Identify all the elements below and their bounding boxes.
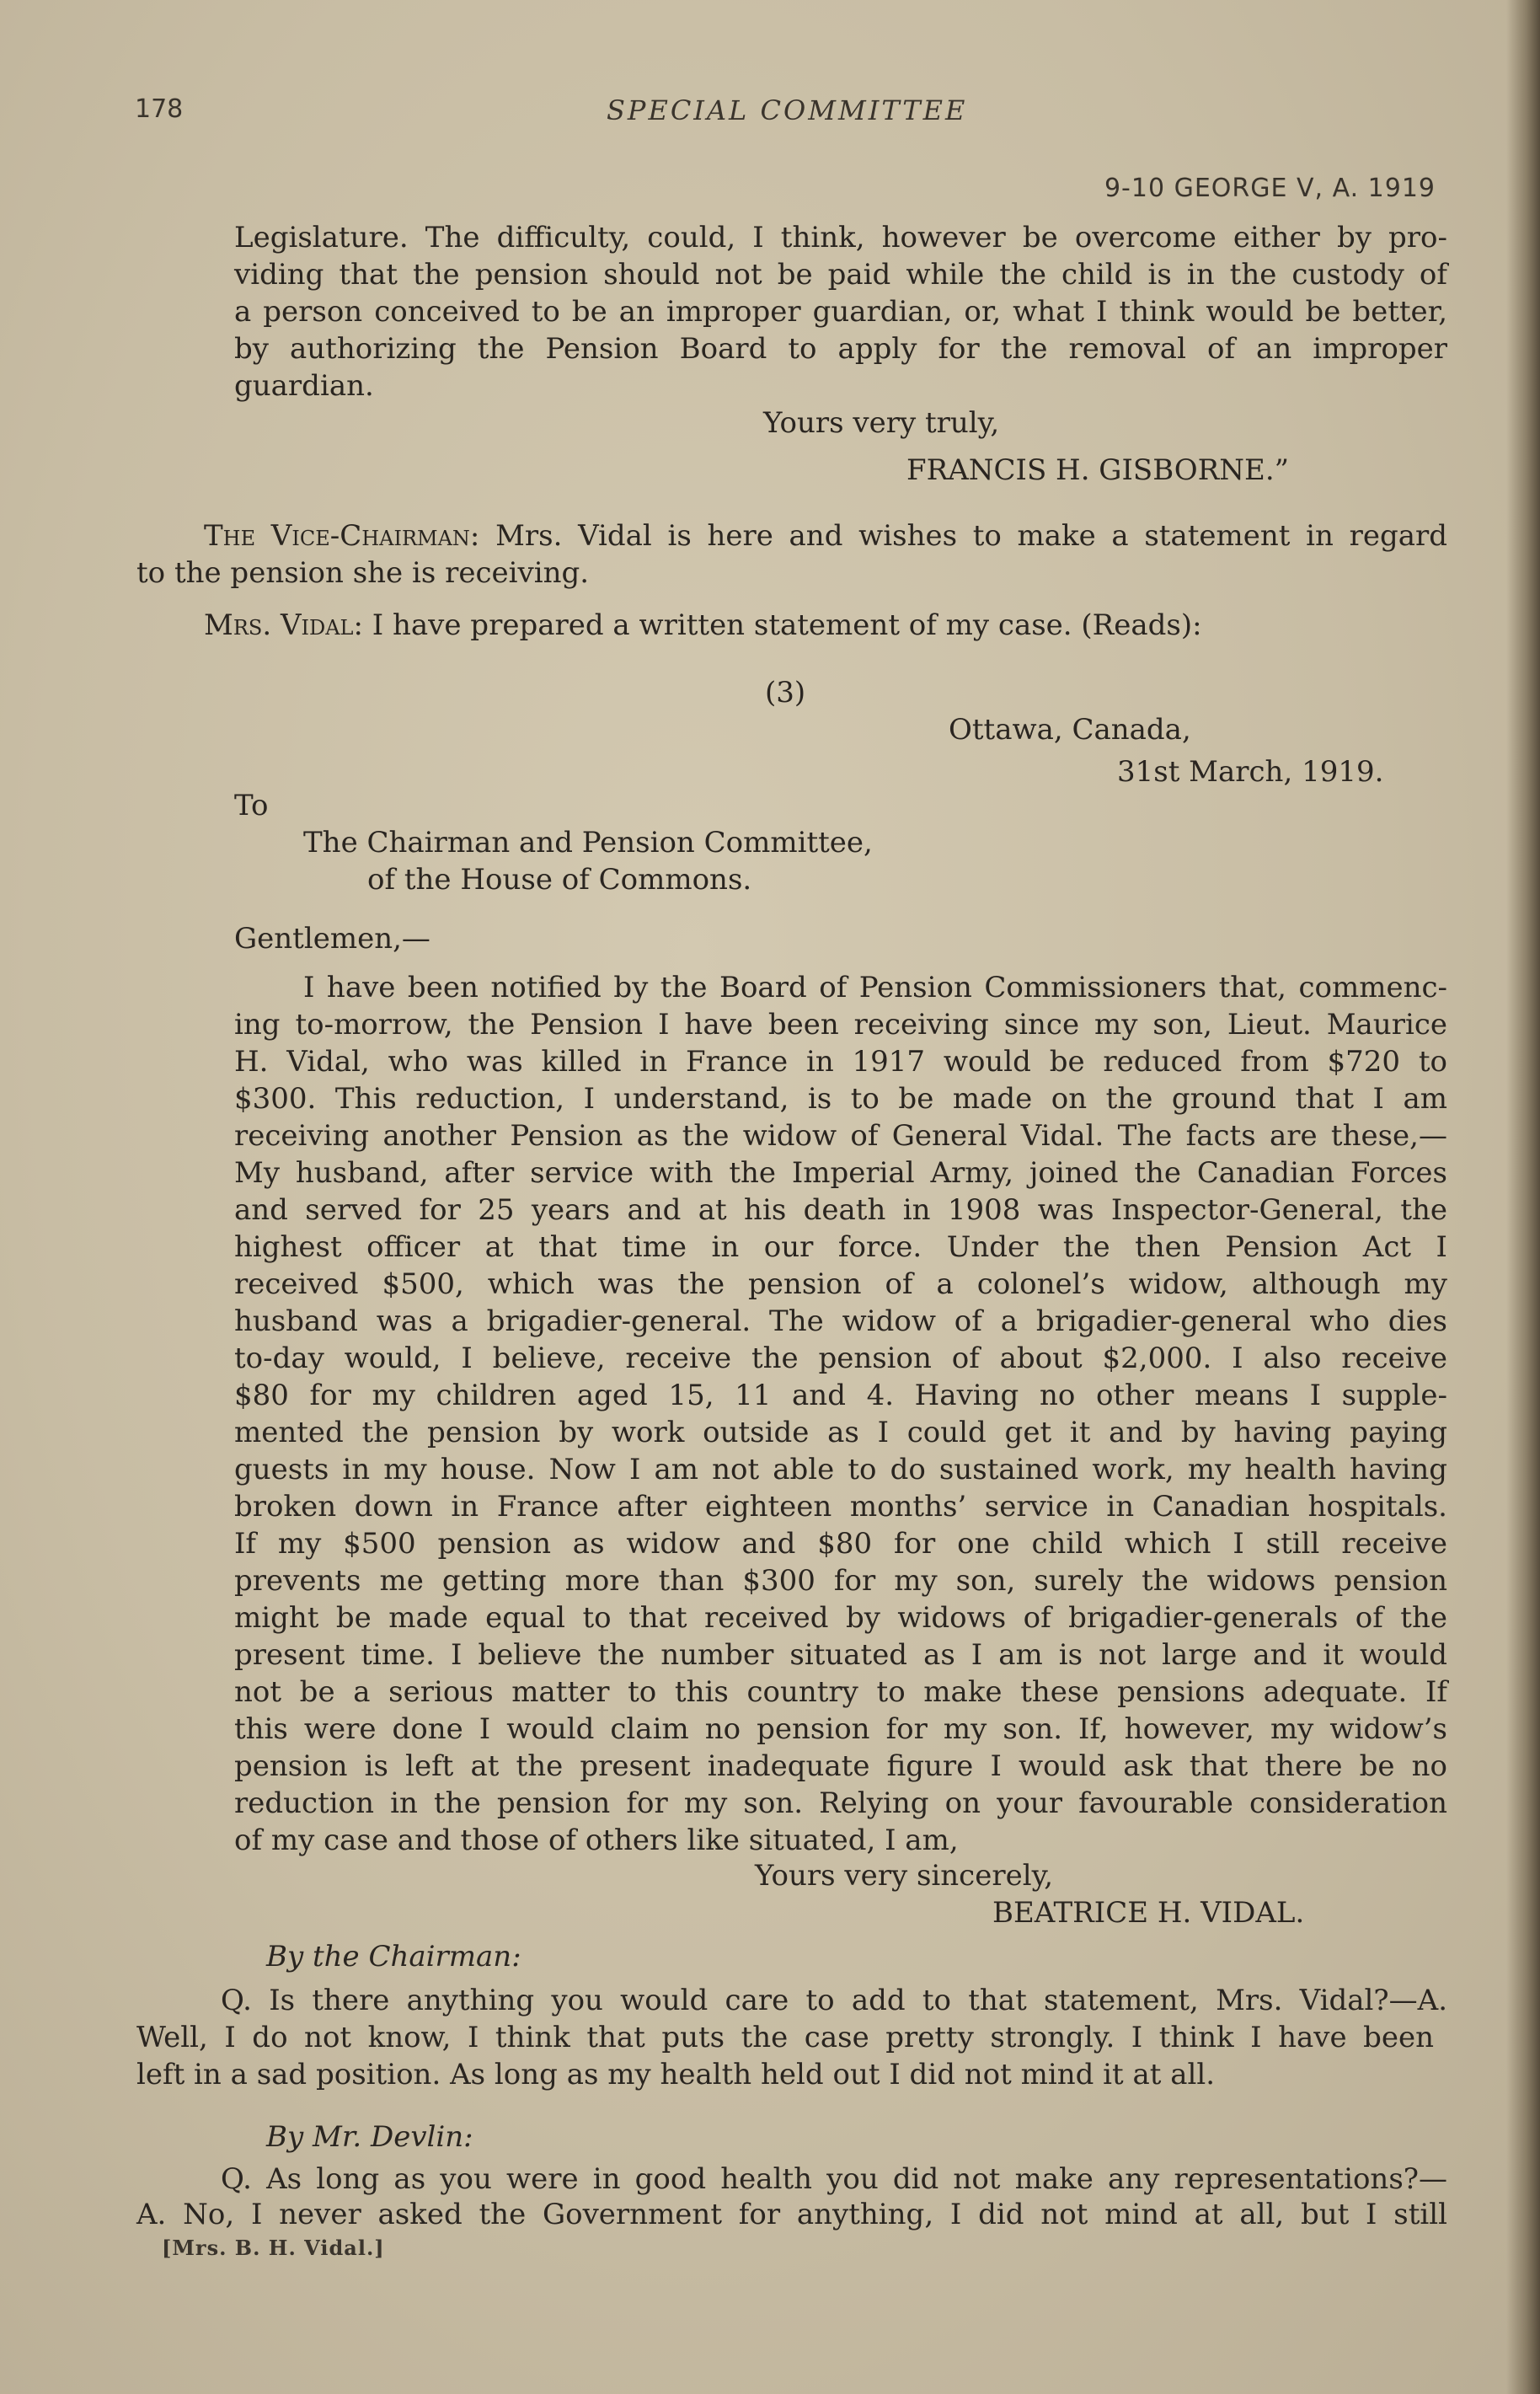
letter-body-line: might be made equal to that received by widows of brigadier-generals of the [234,1601,1447,1635]
letter-body-line: If my $500 pension as widow and $80 for one child which I still receive [234,1527,1447,1561]
letter-body-line: and served for 25 years and at his death in 1908 was Inspector-General, the [234,1193,1447,1227]
letter-number: (3) [765,676,806,710]
letter-body-line: guests in my house. Now I am not able to do sustained work, my health having [234,1453,1447,1486]
page-edge-shadow [1506,0,1540,2394]
letter-to: To [234,789,269,822]
letter-body-line: $80 for my children aged 15, 11 and 4. Having no other means I supple- [234,1379,1447,1412]
letter-body-line: reduction in the pension for my son. Relying on your favourable consideration [234,1786,1447,1820]
letter-body-line: $300. This reduction, I understand, is to be made on the ground that I am [234,1082,1447,1116]
speaker-mrs-vidal: Mrs. Vidal: [204,608,363,642]
letter-body-line: ing to-morrow, the Pension I have been receiving since my son, Lieut. Maurice [234,1008,1447,1042]
letter2-signature: BEATRICE H. VIDAL. [992,1896,1305,1930]
running-title: SPECIAL COMMITTEE [607,94,968,126]
letter-body-line: prevents me getting more than $300 for my son, surely the widows pension [234,1564,1447,1598]
vice-chair-text-1: Mrs. Vidal is here and wishes to make a statement in regard [495,519,1447,553]
session-reference: 9-10 GEORGE V, A. 1919 [1104,174,1436,203]
letter1-closing: Yours very truly, [763,406,1000,440]
letter-body-line: husband was a brigadier-general. The widow of a brigadier-general who dies [234,1304,1447,1338]
letter-place: Ottawa, Canada, [949,713,1191,747]
devlin-qa-line: Q. As long as you were in good health you did not make any representations?— [221,2162,1447,2196]
letter-body-line: receiving another Pension as the widow of General Vidal. The facts are these,— [234,1119,1447,1153]
letter-body-line: I have been notified by the Board of Pension Commissioners that, commenc- [303,971,1447,1004]
chairman-qa-line: left in a sad position. As long as my health held out I did not mind it at all. [136,2058,1216,2091]
letter-body-line: mented the pension by work outside as I could get it and by having paying [234,1416,1447,1449]
letter1-line: viding that the pension should not be paid while the child is in the custody of [234,258,1447,292]
vice-chair-statement [204,517,1447,554]
devlin-heading: By Mr. Devlin: [266,2120,473,2154]
letter-date: 31st March, 1919. [1117,755,1384,789]
page-number: 178 [135,94,184,124]
letter-body-line: received $500, which was the pension of a colonel’s widow, although my [234,1267,1447,1301]
letter1-line: by authorizing the Pension Board to apply for the removal of an improper [234,332,1447,366]
letter-body-line: H. Vidal, who was killed in France in 1917 would be reduced from $720 to [234,1045,1447,1079]
letter1-signature: FRANCIS H. GISBORNE.” [906,453,1290,487]
chairman-heading: By the Chairman: [266,1940,521,1974]
letter1-line: a person conceived to be an improper guardian, or, what I think would be better, [234,295,1447,329]
letter-body-line: pension is left at the present inadequate figure I would ask that there be no [234,1749,1447,1783]
vice-chair-text-2: to the pension she is receiving. [136,556,590,590]
chairman-qa-line: Q. Is there anything you would care to add to that statement, Mrs. Vidal?—A. [221,1984,1447,2017]
letter-salutation: Gentlemen,— [234,922,430,956]
speaker-vice-chairman: The Vice-Chairman: [204,519,480,553]
chairman-qa-line: Well, I do not know, I think that puts the case pretty strongly. I think I have been [136,2021,1434,2054]
letter1-line: guardian. [234,369,374,403]
letter-body-line: not be a serious matter to this country to make these pensions adequate. If [234,1675,1447,1709]
letter-body-line: present time. I believe the number situated as I am is not large and it would [234,1638,1447,1672]
letter-body-line: to-day would, I believe, receive the pension of about $2,000. I also receive [234,1342,1447,1375]
letter-body-line: this were done I would claim no pension for my son. If, however, my widow’s [234,1712,1447,1746]
letter-addressee-1: The Chairman and Pension Committee, [303,826,873,860]
letter2-closing: Yours very sincerely, [755,1859,1054,1893]
letter-addressee-2: of the House of Commons. [367,863,752,897]
mrs-vidal-text: I have prepared a written statement of my case. (Reads): [372,608,1202,642]
mrs-vidal-statement [204,607,1202,644]
letter-body-line: highest officer at that time in our force. Under the then Pension Act I [234,1230,1447,1264]
devlin-qa-line: A. No, I never asked the Government for anything, I did not mind at all, but I still [136,2198,1447,2231]
witness-tag: [Mrs. B. H. Vidal.] [162,2236,385,2260]
letter1-line: Legislature. The difficulty, could, I think, however be overcome either by pro- [234,221,1447,254]
letter-body-line: broken down in France after eighteen months’ service in Canadian hospitals. [234,1490,1447,1524]
letter-body-line: of my case and those of others like situated, I am, [234,1824,959,1857]
letter-body-line: My husband, after service with the Imperial Army, joined the Canadian Forces [234,1156,1447,1190]
